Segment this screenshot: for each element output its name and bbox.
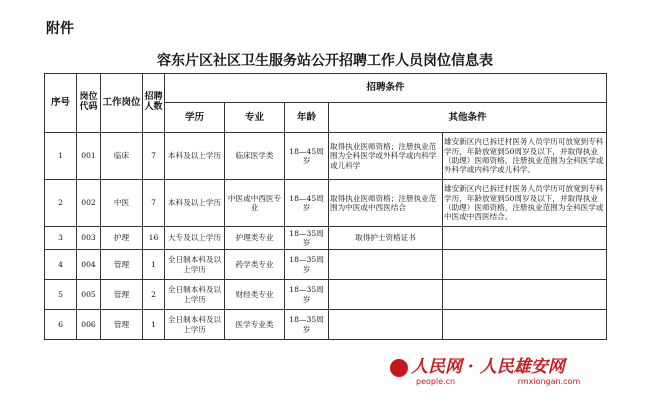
cell-education: 全日制本科及以上学历 [165,280,225,310]
header-seq: 序号 [45,74,77,133]
cell-other: 雄安新区内已拆迁村医务人员学历可放宽到专科学历，年龄放宽到50周岁及以下，并取得执业（助理）医师资格，注册执业范围为全科医学或外科学或内科学或儿科学。 [443,133,607,180]
cell-condition: 取得护士资格证书 [329,227,443,250]
cell-code: 002 [77,180,101,227]
cell-other [443,310,607,340]
header-major: 专业 [225,103,285,133]
cell-age: 18—35周岁 [285,280,329,310]
cell-count: 7 [143,180,165,227]
header-row-1 [45,74,607,103]
cell-post: 管理 [101,250,143,280]
cell-major: 护理类专业 [225,227,285,250]
cell-major: 财经类专业 [225,280,285,310]
cell-count: 1 [143,250,165,280]
cell-code: 004 [77,250,101,280]
table-row [45,280,607,310]
cell-post: 护理 [101,227,143,250]
cell-other [443,227,607,250]
header-post-code: 岗位代码 [77,74,101,133]
cell-post: 管理 [101,280,143,310]
cell-seq: 6 [45,310,77,340]
cell-age: 18—35周岁 [285,227,329,250]
watermark-brand: 人民网 · 人民雄安网 [411,357,565,377]
header-post: 工作岗位 [101,74,143,133]
cell-major: 药学类专业 [225,250,285,280]
cell-condition: 取得执业医师资格；注册执业范围为中医或中西医结合 [329,180,443,227]
header-conditions: 招聘条件 [165,74,607,103]
watermark-url-2: rmxiongan.com [517,377,581,386]
cell-age: 18—45周岁 [285,180,329,227]
people-logo-icon [390,359,408,377]
cell-major: 临床医学类 [225,133,285,180]
cell-other: 雄安新区内已拆迁村医务人员学历可放宽到专科学历，年龄放宽到50周岁及以下，并取得执业（助理）医师资格，注册执业范围为全科医学或中医或中西医结合。 [443,180,607,227]
header-age: 年龄 [285,103,329,133]
table-row [45,250,607,280]
table-row [45,180,607,227]
cell-seq: 2 [45,180,77,227]
table-row [45,227,607,250]
cell-other [443,280,607,310]
cell-age: 18—35周岁 [285,250,329,280]
cell-count: 1 [143,310,165,340]
cell-count: 7 [143,133,165,180]
cell-major: 中医或中西医专业 [225,180,285,227]
page-title: 容东片区社区卫生服务站公开招聘工作人员岗位信息表 [157,53,493,69]
cell-code: 006 [77,310,101,340]
cell-age: 18—35周岁 [285,310,329,340]
table-row [45,310,607,340]
cell-education: 全日制本科及以上学历 [165,250,225,280]
cell-count: 16 [143,227,165,250]
watermark-url-1: people.cn [416,377,456,386]
watermark-logo [390,352,620,386]
cell-seq: 4 [45,250,77,280]
table-row [45,133,607,180]
cell-post: 管理 [101,310,143,340]
cell-code: 001 [77,133,101,180]
cell-post: 临床 [101,133,143,180]
header-count: 招聘人数 [143,74,165,133]
cell-condition [329,250,443,280]
cell-major: 医学专业类 [225,310,285,340]
cell-count: 2 [143,280,165,310]
cell-age: 18—45周岁 [285,133,329,180]
cell-code: 003 [77,227,101,250]
job-info-table [44,73,607,340]
header-education: 学历 [165,103,225,133]
attachment-label: 附件 [46,21,74,37]
cell-education: 全日制本科及以上学历 [165,310,225,340]
cell-seq: 3 [45,227,77,250]
cell-education: 大专及以上学历 [165,227,225,250]
cell-condition [329,310,443,340]
cell-other [443,250,607,280]
header-other: 其他条件 [329,103,607,133]
cell-seq: 1 [45,133,77,180]
cell-seq: 5 [45,280,77,310]
cell-post: 中医 [101,180,143,227]
cell-education: 本科及以上学历 [165,180,225,227]
cell-education: 本科及以上学历 [165,133,225,180]
cell-code: 005 [77,280,101,310]
cell-condition [329,280,443,310]
cell-condition: 取得执业医师资格；注册执业范围为全科医学或外科学或内科学或儿科学 [329,133,443,180]
